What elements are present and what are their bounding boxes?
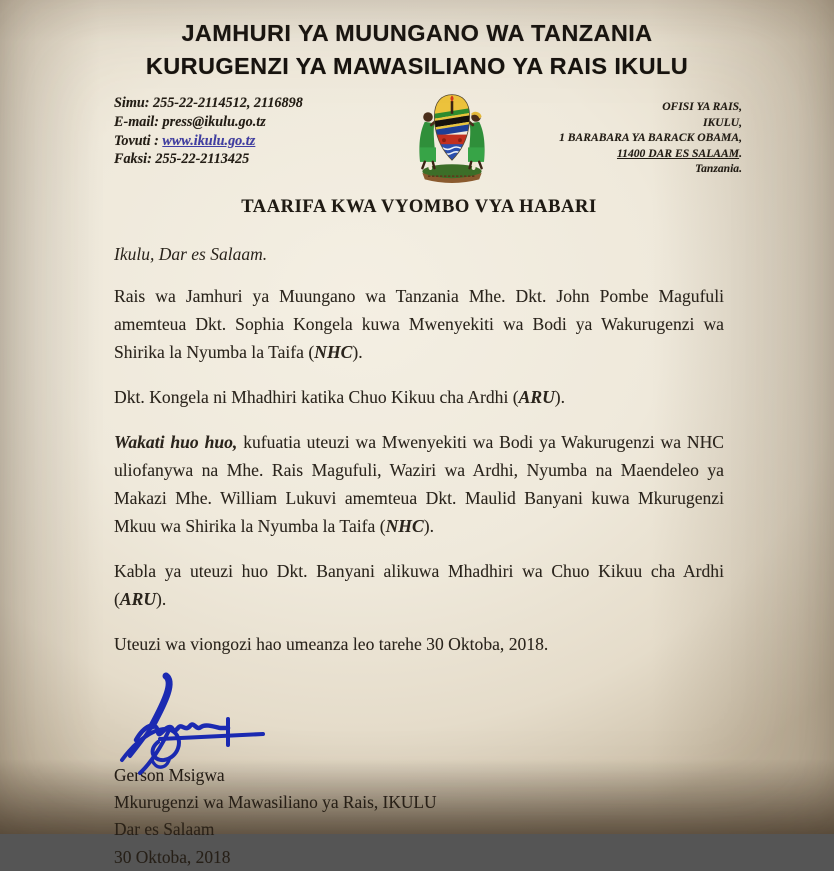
letterhead-line1: JAMHURI YA MUUNGANO WA TANZANIA [181, 20, 653, 46]
contact-website-row [114, 132, 303, 151]
address-block [559, 99, 742, 177]
acronym-aru: ARU [119, 589, 157, 609]
letterhead [0, 0, 834, 83]
address-line: Tanzania. [695, 162, 742, 176]
paragraph-1: Rais wa Jamhuri ya Muungano wa Tanzania Mhe. Dkt. John Pombe Magufuli amemteua Dkt. Sophia Kongela kuwa Mwenyekiti wa Bodi ya Wakurugenzi wa Shirika la Nyumba la Taifa (NHC). [114, 286, 724, 362]
lead-phrase: Wakati huo huo, [114, 432, 238, 452]
signoff-date: 30 Oktoba, 2018 [114, 846, 231, 867]
paragraph-3: Wakati huo huo, kufuatia uteuzi wa Mwenyekiti wa Bodi ya Wakurugenzi wa NHC uliofanywa na Mhe. Rais Magufuli, Waziri wa Ardhi, Nyumba na Maendeleo ya Makazi Mhe. William Lukuvi amemteua Dkt. Maulid Banyani kuwa Mkurugenzi Mkuu wa Shirika la Nyumba la Taifa (NHC). [114, 432, 725, 536]
contact-block [114, 94, 303, 169]
contact-fax: Faksi: 255-22-2113425 [114, 151, 250, 168]
address-line: OFISI YA RAIS, [662, 100, 742, 113]
signature-area [114, 676, 724, 762]
tanzania-coat-of-arms-icon [404, 85, 500, 189]
letterhead-line2: KURUGENZI YA MAWASILIANO YA RAIS IKULU [145, 53, 689, 79]
handwritten-signature-icon [108, 672, 308, 776]
paragraph-5: Uteuzi wa viongozi hao umeanza leo tarehe 30 Oktoba, 2018. [114, 634, 549, 654]
contact-phone: Simu: 255-22-2114512, 2116898 [114, 95, 303, 111]
paragraph-4: Kabla ya uteuzi huo Dkt. Banyani alikuwa Mhadhiri wa Chuo Kikuu cha Ardhi (ARU). [114, 561, 724, 609]
signoff-city: Dar es Salaam [114, 819, 215, 840]
acronym-aru: ARU [518, 387, 555, 407]
acronym-nhc: NHC [385, 516, 424, 536]
contact-email: E-mail: press@ikulu.go.tz [114, 113, 266, 130]
document-body [114, 197, 724, 871]
address-line: 11400 DAR ES SALAAM. [616, 146, 742, 160]
website-link[interactable]: www.ikulu.go.tz [162, 132, 256, 149]
address-line: 1 BARABARA YA BARACK OBAMA, [559, 131, 742, 145]
acronym-nhc: NHC [314, 342, 353, 362]
address-line: IKULU, [703, 115, 742, 129]
signoff-role: Mkurugenzi wa Mawasiliano ya Rais, IKULU [114, 792, 437, 813]
contact-website-label: Tovuti : [114, 132, 163, 149]
paragraph-2: Dkt. Kongela ni Mhadhiri katika Chuo Kikuu cha Ardhi (ARU). [114, 387, 566, 407]
signoff-name: Gerson Msigwa [114, 765, 225, 785]
signoff-block [114, 762, 724, 871]
page-title: TAARIFA KWA VYOMBO VYA HABARI [241, 197, 597, 217]
dateline: Ikulu, Dar es Salaam. [114, 244, 268, 264]
